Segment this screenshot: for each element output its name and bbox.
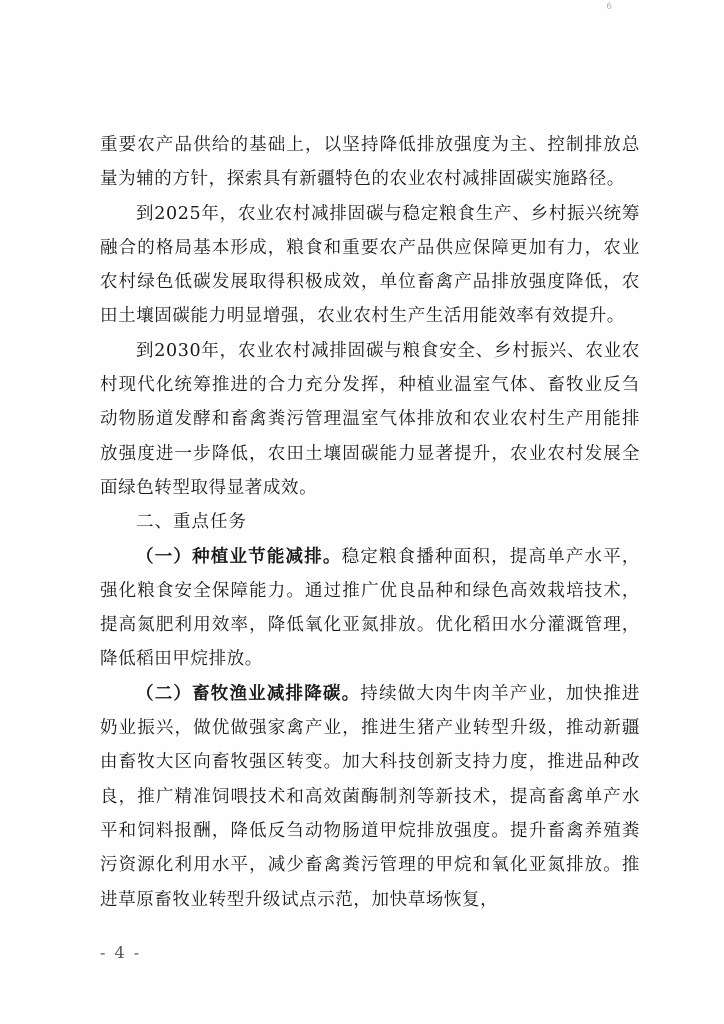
page-number: - 4 - [100,943,142,962]
paragraph-livestock-emissions [100,677,640,917]
corner-page-mark: 6 [606,2,612,12]
paragraph-2025-goals: 到2025年，农业农村减排固碳与稳定粮食生产、乡村振兴统筹融合的格局基本形成，粮食和重要农产品供应保障更加有力，农业农村绿色低碳发展取得积极成效，单位畜禽产品排放强度降低，农田土壤固碳能力明显增强，农业农村生产生活用能效率有效提升。 [100,203,640,327]
paragraph-2030-goals: 到2030年，农业农村减排固碳与粮食安全、乡村振兴、农业农村现代化统筹推进的合力充分发挥，种植业温室气体、畜牧业反刍动物肠道发酵和畜禽粪污管理温室气体排放和农业农村生产用能排放强度进一步降低，农田土壤固碳能力显著提升，农业农村发展全面绿色转型取得显著成效。 [100,340,640,498]
subsection-lead-planting: （一）种植业节能减排。 [136,546,342,567]
section-heading-key-tasks: 二、重点任务 [136,512,247,533]
paragraph-planting-emissions [100,540,640,677]
subsection-text-livestock: 持续做大肉牛肉羊产业，加快推进奶业振兴，做优做强家禽产业，推进生猪产业转型升级，推动新疆由畜牧大区向畜牧强区转变。加大科技创新支持力度，推进品种改良，推广精准饲喂技术和高效菌酶制剂等新技术，提高畜禽单产水平和饲料报酬，降低反刍动物肠道甲烷排放强度。提升畜禽养殖粪污资源化利用水平，减少畜禽粪污管理的甲烷和氧化亚氮排放。推进草原畜牧业转型升级试点示范，加快草场恢复， [100,683,641,910]
subsection-lead-livestock: （二）畜牧渔业减排降碳。 [136,683,361,704]
document-body [100,128,640,917]
paragraph-continuation: 重要农产品供给的基础上，以坚持降低排放强度为主、控制排放总量为辅的方针，探索具有新疆特色的农业农村减排固碳实施路径。 [100,135,640,190]
subsection-text-planting: 稳定粮食播种面积，提高单产水平，强化粮食安全保障能力。通过推广优良品种和绿色高效栽培技术，提高氮肥利用效率，降低氧化亚氮排放。优化稻田水分灌溉管理，降低稻田甲烷排放。 [100,546,640,670]
